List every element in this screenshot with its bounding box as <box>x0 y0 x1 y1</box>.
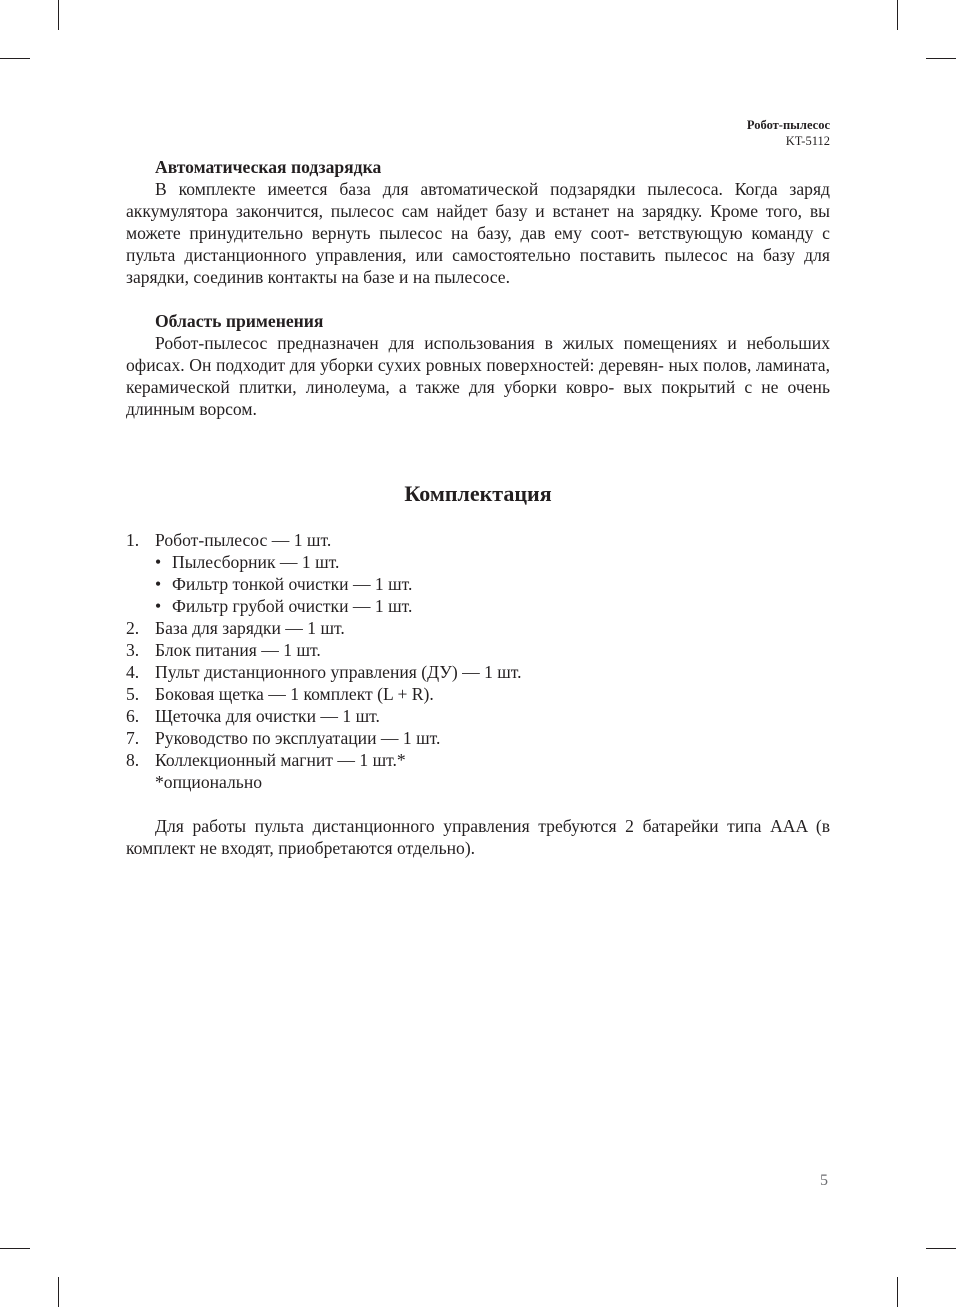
list-number: 3. <box>126 640 140 660</box>
list-item <box>126 727 830 749</box>
text-line: ветствующую команду с пульта дистанционного управления, или самостоятельно <box>126 223 830 265</box>
kit-list <box>126 529 830 793</box>
text-line: заряд аккумулятора закончится, пылесос сам найдет базу и встанет на зарядку. <box>126 179 830 221</box>
header-model: KT-5112 <box>785 134 830 148</box>
list-item <box>126 639 830 661</box>
main-content <box>126 156 830 420</box>
text-line: Робот-пылесос предназначен для использования в жилых помещениях и <box>155 333 737 353</box>
list-number: 6. <box>126 706 140 726</box>
crop-mark <box>58 0 59 30</box>
header-product: Робот-пылесос <box>746 118 830 132</box>
crop-mark <box>897 1277 898 1307</box>
list-number: 5. <box>126 684 140 704</box>
list-item-text: Пульт дистанционного управления (ДУ) — 1 шт. <box>155 662 522 682</box>
list-number: 7. <box>126 728 140 748</box>
paragraph-usage <box>126 332 830 420</box>
list-item-text: Блок питания — 1 шт. <box>155 640 321 660</box>
text-line: поставить пылесос на базу для зарядки, соединив контакты на базе и на пылесосе. <box>126 245 830 287</box>
sub-item-text: Пылесборник — 1 шт. <box>172 552 340 572</box>
bullet: • <box>155 574 162 594</box>
page-number: 5 <box>820 1172 828 1189</box>
crop-mark <box>58 1277 59 1307</box>
sub-list-item <box>126 595 830 617</box>
list-item <box>126 683 830 705</box>
text-line: Для работы пульта дистанционного управления требуются 2 батарейки типа <box>155 816 762 836</box>
section-heading-usage: Область применения <box>155 311 324 331</box>
crop-mark <box>0 58 30 59</box>
list-item-text: Коллекционный магнит — 1 шт.* <box>155 750 406 770</box>
paragraph-charging <box>126 178 830 288</box>
list-number: 1. <box>126 530 140 550</box>
list-number: 4. <box>126 662 140 682</box>
kit-title: Комплектация <box>404 481 552 506</box>
section-heading-charging: Автоматическая подзарядка <box>155 157 382 177</box>
bullet: • <box>155 596 162 616</box>
crop-mark <box>0 1248 30 1249</box>
paragraph-battery <box>126 815 830 859</box>
list-item <box>126 529 830 551</box>
battery-note <box>126 815 830 859</box>
sub-item-text: Фильтр грубой очистки — 1 шт. <box>172 596 413 616</box>
list-item-text: Робот-пылесос — 1 шт. <box>155 530 332 550</box>
text-line: вых покрытий с не очень длинным ворсом. <box>126 377 830 419</box>
list-item-text: Руководство по эксплуатации — 1 шт. <box>155 728 441 748</box>
list-item <box>126 705 830 727</box>
text-line: Кроме того, вы можете принудительно вернуть пылесос на базу, дав ему соот- <box>126 201 830 243</box>
list-number: 2. <box>126 618 140 638</box>
list-item <box>126 617 830 639</box>
sub-list-item <box>126 573 830 595</box>
text-line: ных полов, ламината, керамической плитки, линолеума, а также для уборки ковро- <box>126 355 830 397</box>
sub-item-text: Фильтр тонкой очистки — 1 шт. <box>172 574 413 594</box>
sub-list-item <box>126 551 830 573</box>
text-line: AAA (в комплект не входят, приобретаются отдельно). <box>126 816 830 858</box>
list-item-text: База для зарядки — 1 шт. <box>155 618 345 638</box>
running-header <box>747 117 830 149</box>
footnote: *опционально <box>155 772 263 792</box>
list-item <box>126 749 830 771</box>
crop-mark <box>926 58 956 59</box>
list-item-text: Боковая щетка — 1 комплект (L + R). <box>155 684 434 704</box>
crop-mark <box>897 0 898 30</box>
list-item-text: Щеточка для очистки — 1 шт. <box>155 706 380 726</box>
crop-mark <box>926 1248 956 1249</box>
list-number: 8. <box>126 750 140 770</box>
list-item <box>126 661 830 683</box>
bullet: • <box>155 552 162 572</box>
text-line: небольших офисах. Он подходит для уборки сухих ровных поверхностей: деревян- <box>126 333 830 375</box>
text-line: В комплекте имеется база для автоматической подзарядки пылесоса. Когда <box>155 179 778 199</box>
